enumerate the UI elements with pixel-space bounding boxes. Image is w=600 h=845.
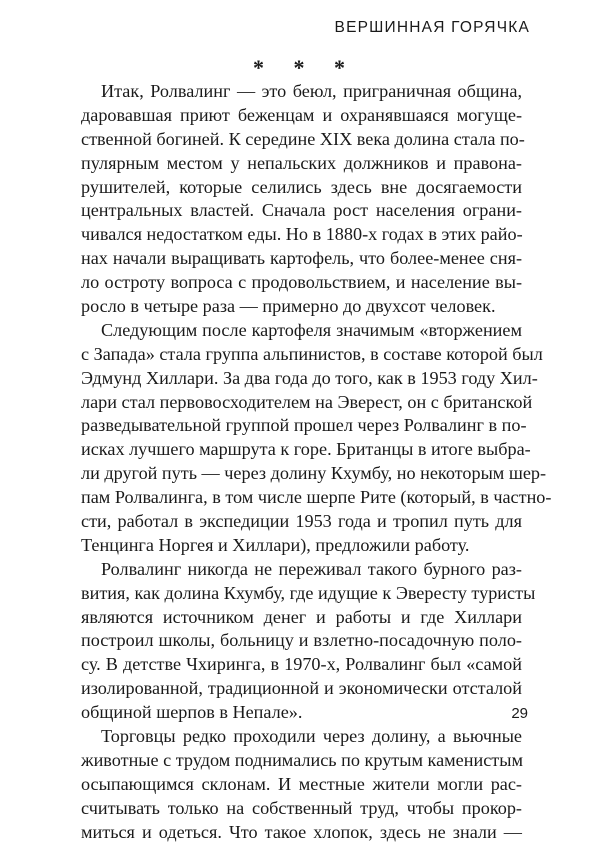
text-line: центральных властей. Сначала рост населения ограни- <box>81 200 522 221</box>
text-line: чивался недостатком еды. Но в 1880-х годах в этих райо- <box>81 224 523 245</box>
running-head: ВЕРШИННАЯ ГОРЯЧКА <box>334 19 530 36</box>
paragraph <box>81 80 525 319</box>
body-text <box>81 80 552 845</box>
text-line: Тенцинга Норгея и Хиллари), предложили работу. <box>81 534 470 555</box>
section-divider: * * * <box>253 55 357 80</box>
text-line: нах начали выращивать картофель, что более-менее сня- <box>81 248 522 269</box>
text-line: Эдмунд Хиллари. За два года до того, как в 1953 году Хил- <box>81 367 538 388</box>
text-line: Ролвалинг никогда не переживал такого бурного раз- <box>101 558 522 579</box>
text-line: даровавшая приют беженцам и охранявшаяся могуще- <box>81 104 522 125</box>
text-line: лари стал первовосходителем на Эверест, он с британской <box>81 391 533 412</box>
text-line: сти, работал в экспедиции 1953 года и тропил путь для <box>81 511 522 532</box>
paragraph <box>81 558 536 725</box>
text-line: с Запада» стала группа альпинистов, в составе которой был <box>81 343 543 364</box>
text-line: общиной шерпов в Непале». <box>81 702 303 723</box>
paragraph <box>81 319 552 558</box>
text-line: ло остроту вопроса с продовольствием, и население вы- <box>81 272 522 293</box>
text-line: пам Ролвалинга, в том числе шерпе Рите (который, в частно- <box>81 487 552 508</box>
text-line: вития, как долина Кхумбу, где идущие к Эвересту туристы <box>81 582 536 603</box>
text-line: ли другой путь — через долину Кхумбу, но некоторым шер- <box>81 463 547 484</box>
text-line: пулярным местом у непальских должников и правона- <box>81 152 522 173</box>
text-line: Следующим после картофеля значимым «вторжением <box>101 319 522 340</box>
text-line: разведывательной группой прошел через Ролвалинг в по- <box>81 415 527 436</box>
text-line: Итак, Ролвалинг — это беюл, приграничная община, <box>101 81 522 101</box>
text-line: росло в четыре раза — примерно до двухсот человек. <box>81 296 496 317</box>
text-line: су. В детстве Чхиринга, в 1970-х, Ролвалинг был «самой <box>81 654 522 675</box>
text-line: изолированной, традиционной и экономически отсталой <box>81 678 522 699</box>
text-line: Торговцы редко проходили через долину, а вьючные <box>101 726 522 747</box>
text-line: осыпающимся склонам. И местные жители могли рас- <box>81 773 522 794</box>
text-line: построил школы, больницу и взлетно-посадочную поло- <box>81 630 522 651</box>
text-line: ственной богиней. К середине XIX века долина стала по- <box>81 128 525 149</box>
text-line: исках лучшего маршрута к горе. Британцы в итоге выбра- <box>81 439 531 460</box>
page-number: 29 <box>511 705 528 722</box>
text-line: животные с трудом поднимались по крутым каменистым <box>81 749 523 770</box>
text-line: рушителей, которые селились здесь вне досягаемости <box>81 176 522 197</box>
text-line: являются источником денег и работы и где Хиллари <box>81 606 522 627</box>
text-line: считывать только на собственный труд, чтобы прокор- <box>81 797 522 818</box>
paragraph <box>81 725 522 844</box>
text-line: миться и одеться. Что такое хлопок, здесь не знали — <box>81 821 522 842</box>
